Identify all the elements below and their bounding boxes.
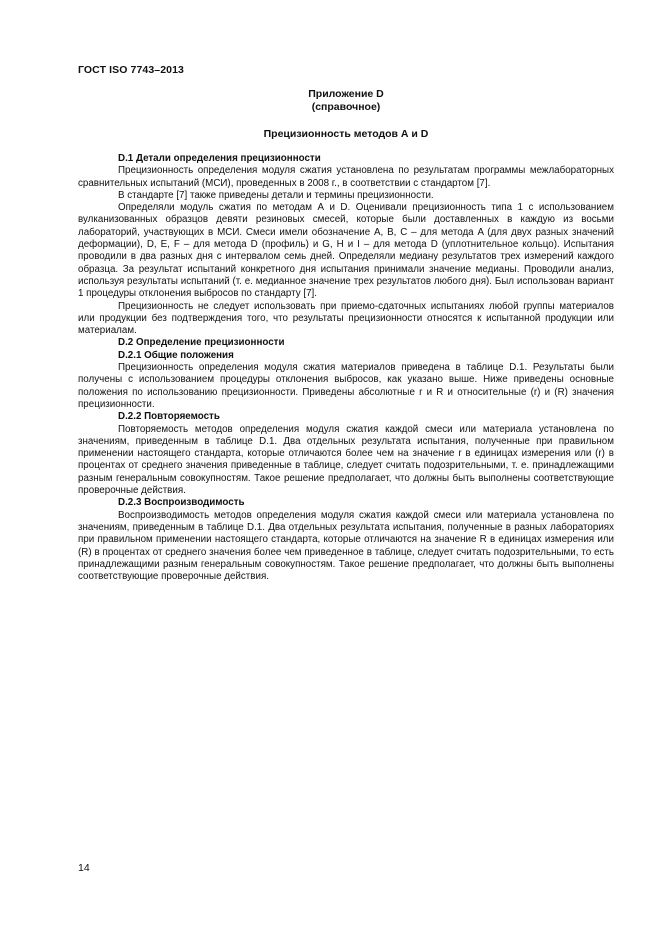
- heading-d21: D.2.1 Общие положения: [118, 349, 234, 361]
- paragraph-d1-4: Прецизионность не следует использовать при приемо-сдаточных испытаниях любой группы материалов или продукции без подтверждения того, что результаты прецизионности относятся к испытанной продукции или материалам.: [78, 300, 614, 337]
- heading-d22: D.2.2 Повторяемость: [118, 411, 220, 423]
- heading-d2: D.2 Определение прецизионности: [118, 337, 285, 349]
- annex-title: Приложение D: [308, 88, 384, 100]
- annex-heading: [78, 88, 614, 113]
- paragraph-d1-3: Определяли модуль сжатия по методам А и D. Оценивали прецизионность типа 1 с использованием вулканизованных образцов девяти резиновых смесей, которые были доставленных в каждую из восьми лабораторий, участвующих в МСИ. Смеси имели обозначение А, B, C – для метода A (для двух разных значений деформации), D, E, F – для метода D (профиль) и G, H и I – для метода D (уплотнительное кольцо). Испытания проводили в два разных дня с интервалом семь дней. Определяли медиану результатов трех измерений каждого образца. За результат испытаний конкретного дня испытания принимали значение медианы. Проводили анализ, используя результаты испытаний (т. е. медианное значение трех результатов любого дня). Был использован вариант 1 процедуры отклонения выбросов по стандарту [7].: [78, 202, 614, 300]
- page-number: 14: [78, 862, 90, 874]
- heading-d23: D.2.3 Воспроизводимость: [118, 497, 245, 509]
- section-title: Прецизионность методов А и D: [263, 128, 429, 140]
- document-body: [78, 153, 614, 583]
- paragraph-d1-2: В стандарте [7] также приведены детали и термины прецизионности.: [118, 189, 434, 201]
- paragraph-d22: Повторяемость методов определения модуля сжатия каждой смеси или материала установлена по значениям, приведенным в таблице D.1. Два отдельных результата испытания, полученные при правильном применении настоящего стандарта, которые отличаются более чем на значение r в единицах измерения или (r) в процентах от среднего значения приведенные в таблице, следует считать подозрительными, т. е. принадлежащими разным генеральным совокупностям. Такое решение предполагает, что должны быть выполнены соответствующие проверочные действия.: [78, 423, 614, 497]
- heading-d1: D.1 Детали определения прецизионности: [118, 153, 321, 164]
- paragraph-d23: Воспроизводимость методов определения модуля сжатия каждой смеси или материала установлена по значениям, приведенным в таблице D.1. Два отдельных результата испытания, полученные в разных лабораториях при правильном применении настоящего стандарта, которые отличаются на значение R в единицах измерения или (R) в процентах от среднего значения более чем приведенное в таблице, следует считать подозрительными, то есть принадлежащими разным генеральным совокупностям. Такое решение предполагает, что должны быть выполнены соответствующие проверочные действия.: [78, 509, 614, 583]
- standard-header: ГОСТ ISO 7743–2013: [78, 64, 184, 76]
- annex-type: (справочное): [311, 100, 381, 113]
- paragraph-d21: Прецизионность определения модуля сжатия материалов приведена в таблице D.1. Результаты были получены с использованием процедуры отклонения выбросов, как указано выше. Ниже приведены основные положения по использованию прецизионности. Приведены абсолютные r и R и относительные (r) и (R) значения прецизионности.: [78, 362, 614, 410]
- paragraph-d1-1: Прецизионность определения модуля сжатия установлена по результатам программы межлабораторных сравнительных испытаний (МСИ), проведенных в 2008 г., в соответствии с стандартом [7].: [78, 165, 614, 189]
